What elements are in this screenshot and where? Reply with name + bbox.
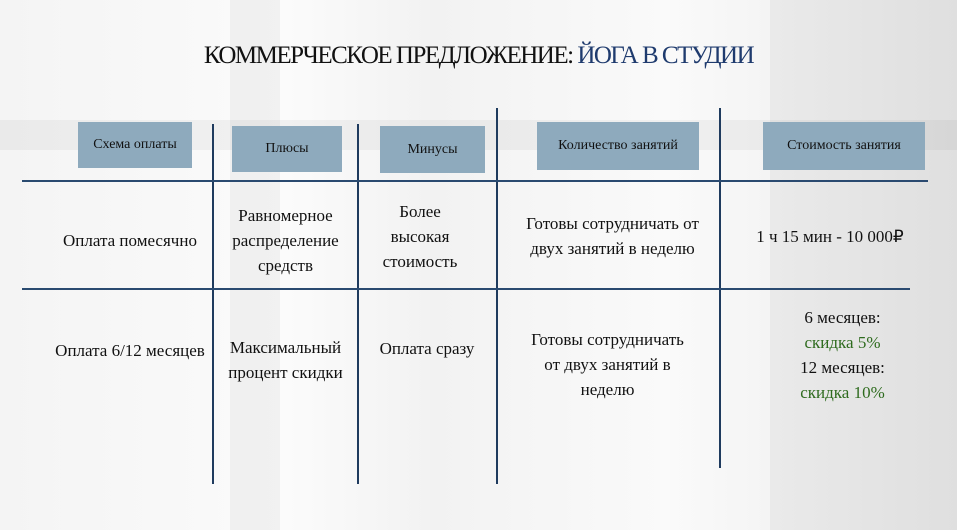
column-divider — [212, 124, 214, 484]
row2-scheme: Оплата 6/12 месяцев — [55, 340, 205, 360]
twelve-month-discount: скидка 10% — [800, 382, 885, 402]
title-accent: ЙОГА В СТУДИИ — [577, 42, 754, 69]
six-month-discount: скидка 5% — [804, 332, 881, 352]
row-divider — [22, 180, 928, 182]
header-scheme: Схема оплаты — [78, 122, 192, 168]
row2-count: Готовы сотрудничать от двух занятий в неделю — [531, 330, 684, 399]
column-divider — [357, 124, 359, 484]
row2-price — [745, 302, 940, 407]
row1-pros: Равномерное распределение средств — [232, 205, 339, 275]
column-divider — [496, 108, 498, 484]
six-month-label: 6 месяцев: — [804, 307, 881, 327]
row2-pros: Максимальный процент скидки — [228, 338, 343, 382]
row1-scheme: Оплата помесячно — [63, 230, 197, 250]
header-cons: Минусы — [380, 126, 485, 173]
row1-price: 1 ч 15 мин - 10 000₽ — [756, 226, 904, 246]
title-prefix: КОММЕРЧЕСКОЕ ПРЕДЛОЖЕНИЕ: — [203, 42, 578, 69]
page-title — [0, 42, 957, 70]
header-price: Стоимость занятия — [763, 122, 925, 170]
row1-count: Готовы сотрудничать от двух занятий в неделю — [526, 214, 699, 258]
row1-cons: Более высокая стоимость — [382, 201, 458, 271]
row2-cons: Оплата сразу — [379, 338, 475, 358]
twelve-month-label: 12 месяцев: — [800, 357, 885, 377]
header-pros: Плюсы — [232, 126, 342, 172]
header-count: Количество занятий — [537, 122, 699, 170]
